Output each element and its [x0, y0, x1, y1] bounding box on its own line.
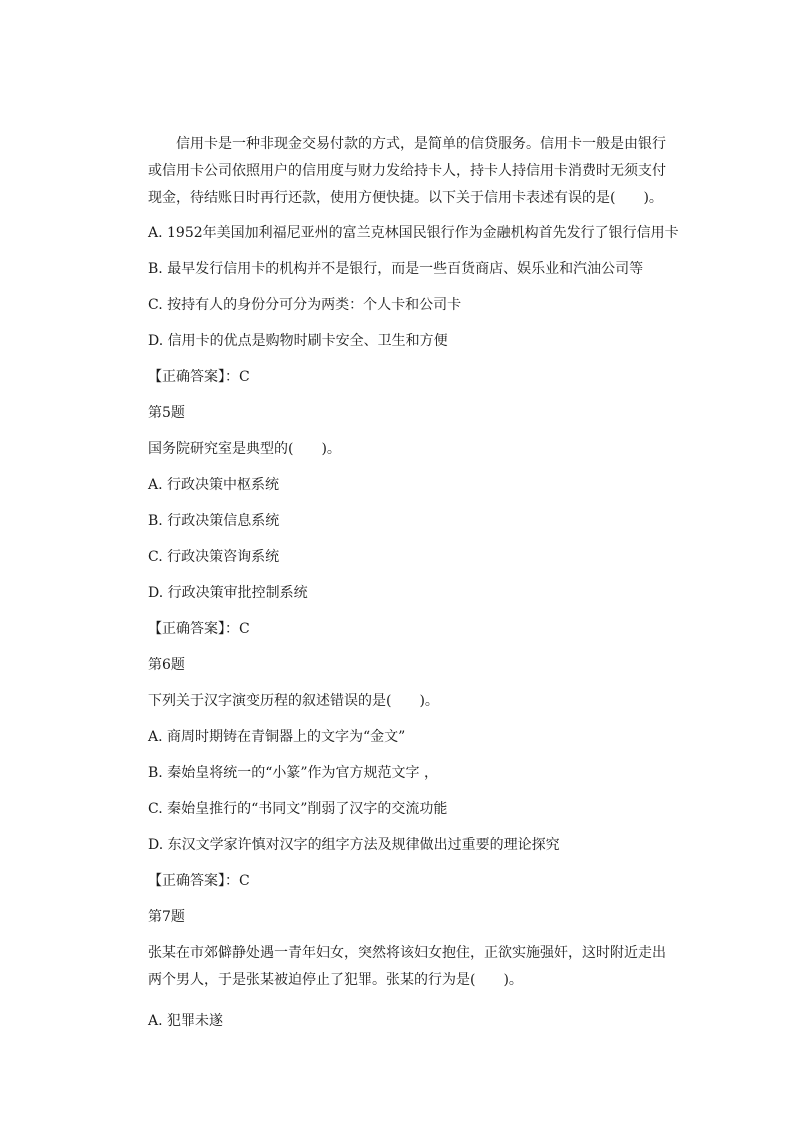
q4-option-d: D. 信用卡的优点是购物时刷卡安全、卫生和方便 [148, 333, 448, 349]
q5-answer: 【正确答案】：C [148, 621, 250, 637]
q6-number: 第6题 [148, 657, 185, 673]
q6-answer: 【正确答案】：C [148, 873, 250, 889]
q5-number: 第5题 [148, 405, 185, 421]
q7-option-a: A. 犯罪未遂 [148, 1013, 224, 1029]
q5-stem: 国务院研究室是典型的( )。 [148, 441, 341, 457]
q4-option-c: C. 按持有人的身份分可分为两类：个人卡和公司卡 [148, 297, 462, 313]
q6-option-c: C. 秦始皇推行的“书同文”削弱了汉字的交流功能 [148, 801, 448, 817]
q4-answer: 【正确答案】：C [148, 369, 250, 385]
q4-option-b: B. 最早发行信用卡的机构并不是银行，而是一些百货商店、娱乐业和汽油公司等 [148, 261, 644, 277]
q5-option-b: B. 行政决策信息系统 [148, 513, 280, 529]
q7-number: 第7题 [148, 909, 185, 925]
q5-option-c: C. 行政决策咨询系统 [148, 549, 280, 565]
q6-option-d: D. 东汉文学家许慎对汉字的组字方法及规律做出过重要的理论探究 [148, 837, 560, 853]
q6-option-b: B. 秦始皇将统一的“小篆”作为官方规范文字 ， [148, 765, 438, 781]
q7-stem: 张某在市郊僻静处遇一青年妇女，突然将该妇女抱住，正欲实施强奸，这时附近走出两个男人，于是张某被迫停止了犯罪。张某的行为是( )。 [148, 945, 666, 988]
q4-option-a: A. 1952年美国加利福尼亚州的富兰克林国民银行作为金融机构首先发行了银行信用卡 [148, 225, 679, 241]
q5-option-d: D. 行政决策审批控制系统 [148, 585, 308, 601]
q6-option-a: A. 商周时期铸在青铜器上的文字为“金文” [148, 729, 406, 745]
q5-option-a: A. 行政决策中枢系统 [148, 477, 280, 493]
q4-stem: 信用卡是一种非现金交易付款的方式，是简单的信贷服务。信用卡一般是由银行或信用卡公司依照用户的信用度与财力发给持卡人，持卡人持信用卡消费时无须支付现金，待结账日时再行还款，使用方便快捷。以下关于信用卡表述有误的是( )。 [148, 136, 666, 206]
q6-stem: 下列关于汉字演变历程的叙述错误的是( )。 [148, 693, 439, 709]
